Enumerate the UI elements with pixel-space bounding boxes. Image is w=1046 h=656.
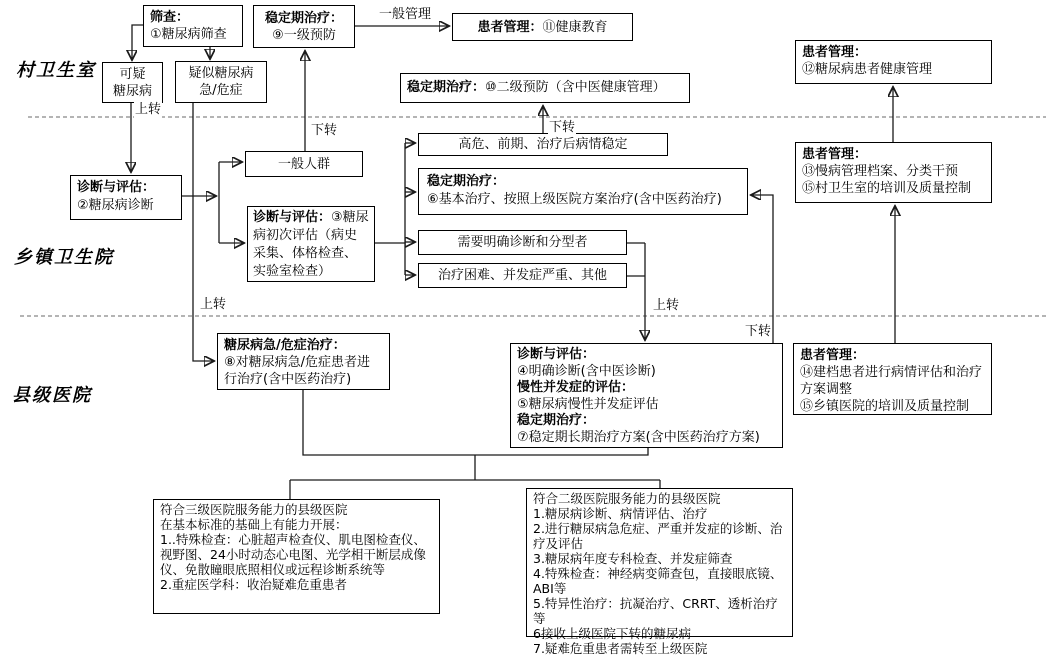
patient-mgmt-13-title: 患者管理： [802, 147, 868, 162]
general-population-box [245, 151, 363, 177]
county-diagnosis-item: ④明确诊断(含中医诊断) [517, 363, 656, 379]
county-stable-item: ⑦稳定期长期治疗方案(含中医药治疗方案) [517, 429, 760, 445]
suspected-acute-box [175, 61, 267, 103]
edge-label-up-township: 上转 [653, 298, 680, 313]
difficult-treatment-label: 治疗困难、并发症严重、其他 [437, 268, 607, 283]
patient-mgmt-13-box [795, 142, 992, 203]
difficult-treatment-box [418, 263, 627, 288]
stable-treatment-10-item: ⑩二级预防（含中医健康管理） [485, 80, 666, 95]
patient-mgmt-13-item1: ⑬慢病管理档案、分类干预 [802, 164, 959, 179]
diagnosis-3-item: ③糖尿病初次评估（病史采集、体格检查、实验室检查） [253, 210, 369, 279]
tier2-line-3: 2.进行糖尿病急危症、严重并发症的诊断、治疗及评估 [533, 521, 783, 551]
acute-treatment-8-title: 糖尿病急/危症治疗： [224, 338, 346, 353]
edge-label-up-village: 上转 [135, 102, 162, 117]
suspected-line2: 糖尿病 [112, 83, 152, 99]
suspected-diabetes-box [102, 62, 163, 103]
tier3-line-3: 1..特殊检查：心脏超声检查仪、肌电图检查仪、视野图、24小时动态心电图、光学相干断层成像仪、免散瞳眼底照相仪或远程诊断系统等 [160, 532, 426, 577]
patient-mgmt-11-box [452, 13, 633, 41]
tier2-line-5: 4.特殊检查：神经病变筛查包，直接眼底镜、ABI等 [533, 566, 783, 596]
county-complication-item: ⑤糖尿病慢性并发症评估 [517, 396, 659, 412]
stable-treatment-9-title: 稳定期治疗： [264, 10, 343, 26]
region-label-village: 村卫生室 [16, 60, 96, 81]
tier2-line-8: 7.疑难危重患者需转至上级医院 [533, 641, 708, 656]
stable-treatment-9-box [253, 5, 355, 48]
tier2-line-6: 5.特异性治疗：抗凝治疗、CRRT、透析治疗等 [533, 596, 778, 626]
screening-title: 筛查： [150, 10, 190, 25]
suspected-acute-line2: 急/危症 [199, 83, 243, 98]
patient-mgmt-12-item: ⑫糖尿病患者健康管理 [802, 62, 933, 77]
general-population-label: 一般人群 [277, 156, 330, 172]
diagnosis-2-item: ②糖尿病诊断 [77, 198, 154, 213]
stable-treatment-10-box [400, 73, 690, 103]
tier2-line-7: 6接收上级医院下转的糖尿病 [533, 626, 691, 641]
screening-box [143, 5, 243, 47]
need-clear-diagnosis-box [418, 230, 627, 255]
tier2-line-1: 符合二级医院服务能力的县级医院 [533, 491, 721, 506]
tier3-line-2: 在基本标准的基础上有能力开展： [160, 517, 348, 532]
diagnosis-3-title: 诊断与评估： [253, 210, 332, 225]
county-main-box [510, 343, 783, 448]
screening-item: ①糖尿病筛查 [150, 27, 227, 42]
acute-treatment-8-box [217, 333, 390, 390]
suspected-line1: 可疑 [119, 66, 146, 82]
stable-treatment-10-title: 稳定期治疗： [407, 80, 486, 95]
patient-mgmt-11-item: ⑪健康教育 [542, 19, 608, 35]
patient-mgmt-14-box [793, 343, 992, 415]
tier3-line-4: 2.重症医学科：收治疑难危重患者 [160, 577, 347, 592]
patient-mgmt-13-item2: ⑮村卫生室的培训及质量控制 [802, 181, 972, 196]
tier3-line-1: 符合三级医院服务能力的县级医院 [160, 502, 348, 517]
patient-mgmt-12-title: 患者管理： [802, 45, 868, 60]
edge-label-down-secondary: 下转 [549, 120, 576, 135]
stable-treatment-6-box [418, 168, 748, 215]
edge-label-down-county: 下转 [745, 324, 772, 339]
edge-label-down-primary: 下转 [311, 123, 338, 138]
tier2-line-2: 1.糖尿病诊断、病情评估、治疗 [533, 506, 708, 521]
edge-label-up-acute: 上转 [200, 297, 227, 312]
edge-label-general-management: 一般管理 [379, 7, 432, 22]
patient-mgmt-14-item2: ⑮乡镇医院的培训及质量控制 [800, 399, 970, 414]
need-clear-diagnosis-label: 需要明确诊断和分型者 [457, 235, 588, 250]
tier3-capability-box [153, 499, 440, 614]
patient-mgmt-11-title: 患者管理： [477, 19, 543, 35]
county-stable-title: 稳定期治疗： [517, 413, 596, 428]
suspected-acute-line1: 疑似糖尿病 [188, 66, 254, 81]
county-complication-title: 慢性并发症的评估： [517, 380, 635, 395]
patient-mgmt-14-title: 患者管理： [800, 348, 866, 363]
diagnosis-3-box [247, 206, 375, 282]
stable-treatment-9-item: ⑨一级预防 [272, 27, 336, 43]
county-diagnosis-title: 诊断与评估： [517, 347, 596, 362]
stable-treatment-6-title: 稳定期治疗： [427, 174, 506, 189]
region-label-county: 县级医院 [12, 385, 92, 406]
tier2-capability-box [526, 488, 793, 656]
acute-treatment-8-item: ⑧对糖尿病急/危症患者进行治疗(含中医药治疗) [224, 355, 371, 387]
patient-mgmt-12-box [795, 40, 992, 84]
high-risk-box [418, 133, 668, 156]
high-risk-label: 高危、前期、治疗后病情稳定 [458, 137, 628, 152]
region-label-township: 乡镇卫生院 [14, 247, 114, 268]
diagnosis-2-box [70, 175, 182, 220]
stable-treatment-6-item: ⑥基本治疗、按照上级医院方案治疗(含中医药治疗) [427, 192, 722, 207]
patient-mgmt-14-item1: ⑭建档患者进行病情评估和治疗方案调整 [800, 365, 983, 397]
diagnosis-2-title: 诊断与评估： [77, 180, 156, 195]
tier2-line-4: 3.糖尿病年度专科检查、并发症筛查 [533, 551, 733, 566]
